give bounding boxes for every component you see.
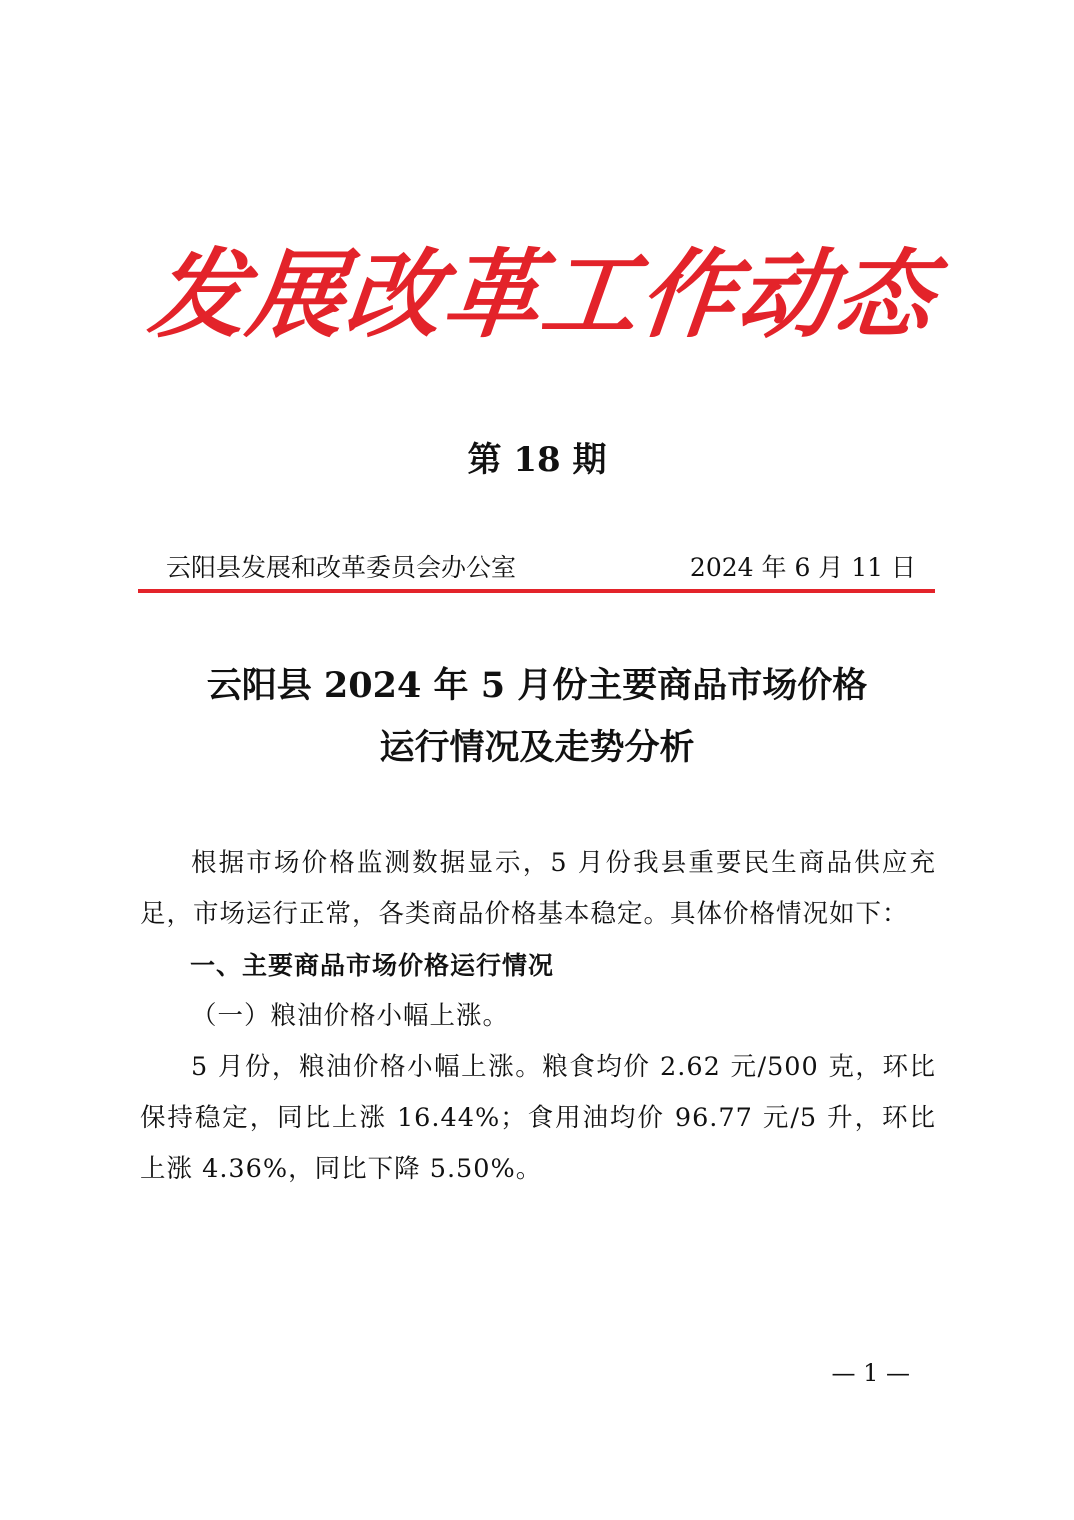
section-heading: 一、主要商品市场价格运行情况 [190, 951, 555, 980]
document-body [140, 838, 936, 1195]
page-number: — 1 — [831, 1359, 910, 1387]
grain-oil-paragraph: 5 月份，粮油价格小幅上涨。粮食均价 2.62 元/500 克，环比保持稳定，同比上涨 16.44%；食用油均价 96.77 元/5 升，环比上涨 4.36%，同比下降 5.50%。 [140, 1052, 936, 1184]
masthead-title: 发展改革工作动态 [144, 238, 940, 351]
intro-paragraph: 根据市场价格监测数据显示，5 月份我县重要民生商品供应充足，市场运行正常，各类商品价格基本稳定。具体价格情况如下： [140, 848, 936, 929]
document-title-line-1: 云阳县 2024 年 5 月份主要商品市场价格 [206, 665, 868, 706]
issue-number: 第 18 期 [467, 440, 607, 480]
issue-date: 2024 年 6 月 11 日 [689, 553, 916, 582]
issuing-office: 云阳县发展和改革委员会办公室 [166, 553, 517, 582]
red-divider-line [138, 589, 935, 593]
subsection-heading: （一）粮油价格小幅上涨。 [191, 1001, 510, 1031]
document-title-line-2: 运行情况及走势分析 [379, 727, 695, 768]
document-title [0, 655, 1074, 779]
